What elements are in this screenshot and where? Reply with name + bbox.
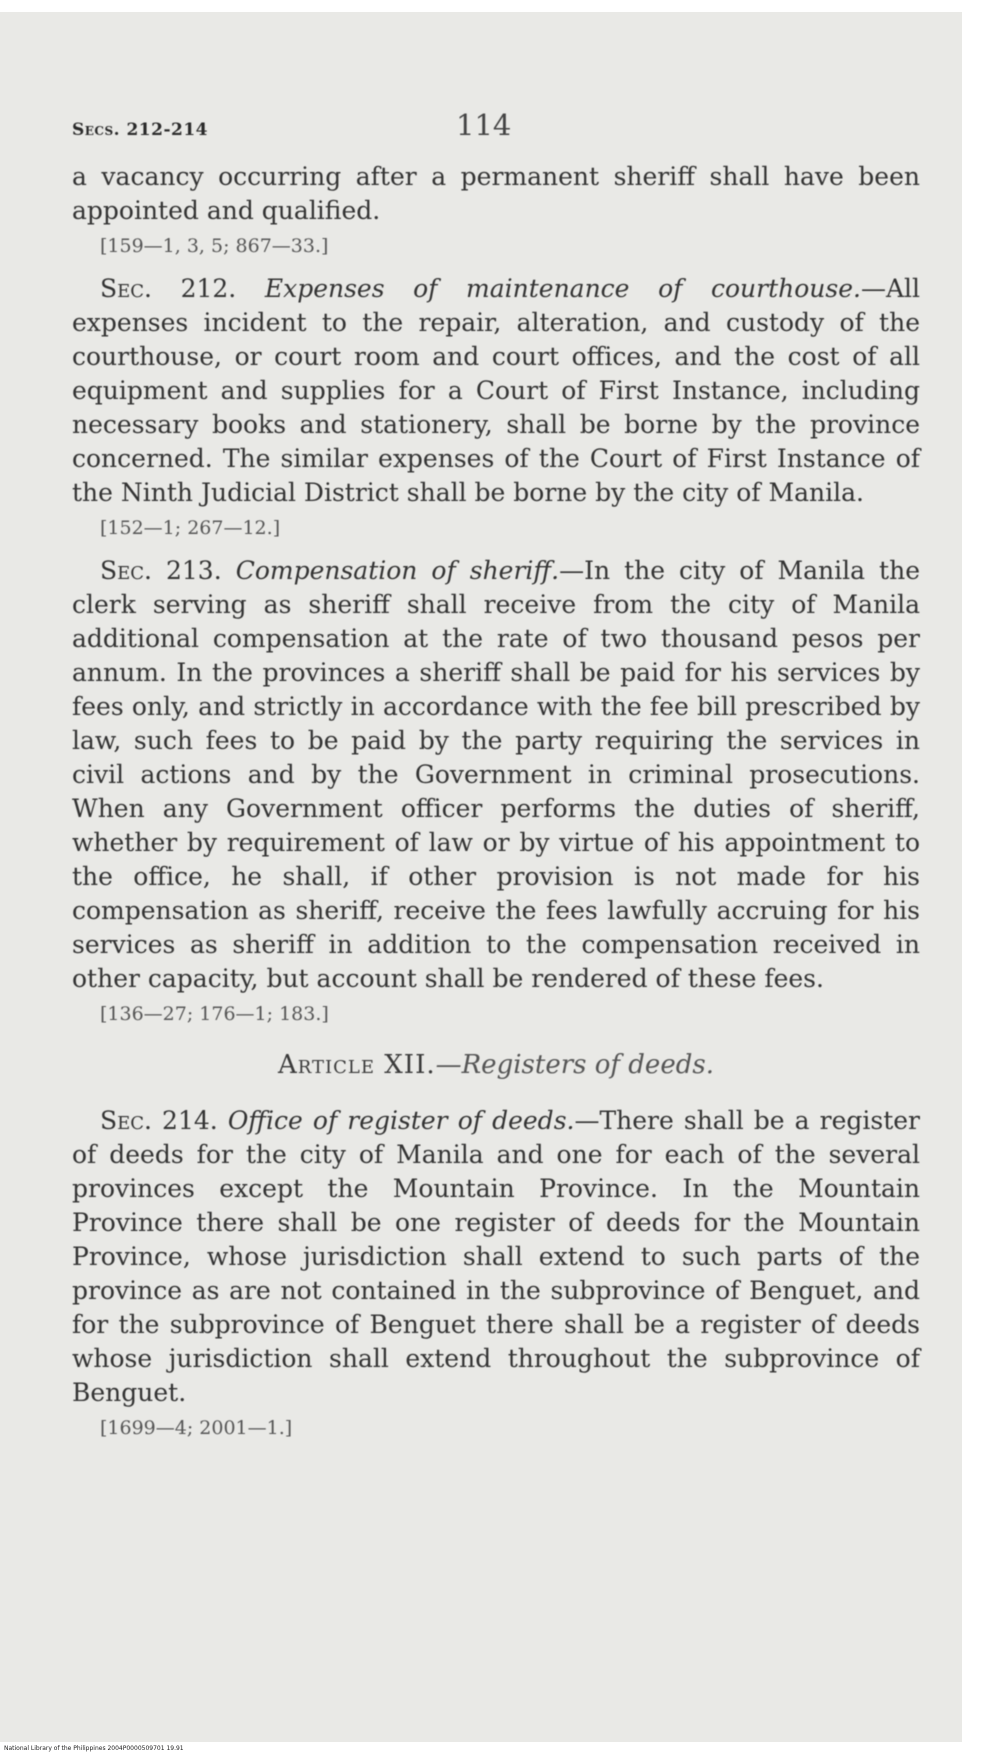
running-head: [72, 100, 920, 160]
scanned-page: [0, 12, 962, 1742]
section-label: Sec. 212.: [100, 274, 237, 303]
section-label: Sec. 213.: [100, 556, 222, 585]
section-text: —In the city of Manila the clerk serving as sheriff shall receive from the city of Manila additional compensation at the rate of two thousand pesos per annum. In the provinces a sheriff shall be paid for his services by fees only, and strictly in accordance with the fee bill prescribed by law, such fees to be paid by the party requiring the services in civil actions and by the Government in criminal prosecutions. When any Government officer performs the duties of sheriff, whether by requirement of law or by virtue of his appointment to the office, he shall, if other provision is not made for his compensation as sheriff, receive the fees lawfully accruing for his services as sheriff in addition to the compensation received in other capacity, but account shall be rendered of these fees.: [72, 556, 920, 993]
section-catchline: Compensation of sheriff.: [235, 556, 560, 585]
section-catchline: Office of register of deeds.: [227, 1106, 575, 1135]
intro-citation: [159—1, 3, 5; 867—33.]: [100, 235, 329, 257]
article-heading: [72, 1048, 920, 1082]
section-213: [72, 554, 920, 996]
section-text: —There shall be a register of deeds for the city of Manila and one for each of the several provinces except the Mountain Province. In the Mountain Province there shall be one register of deeds for the Mountain Province, whose jurisdiction shall extend to such parts of the province as are not contained in the subprovince of Benguet, and for the subprovince of Benguet there shall be a register of deeds whose jurisdiction shall extend throughout the subprovince of Benguet.: [72, 1106, 920, 1407]
article-label: Article XII.: [278, 1050, 436, 1080]
intro-paragraph: a vacancy occurring after a permanent sheriff shall have been appointed and qualified.: [72, 162, 920, 225]
section-212-citation: [152—1; 267—12.]: [100, 517, 281, 539]
footer-strip: [0, 1742, 982, 1754]
section-213-citation: [136—27; 176—1; 183.]: [100, 1003, 329, 1025]
article-title: —Registers of deeds.: [435, 1050, 714, 1080]
page-number: 114: [456, 108, 512, 142]
page-content: [72, 100, 920, 1454]
section-label: Sec. 214.: [100, 1106, 218, 1135]
scan-credit: National Library of the Philippines 2004P0000509701 19.91: [4, 1745, 184, 1752]
section-range: Secs. 212-214: [72, 120, 209, 140]
section-text: —All expenses incident to the repair, alteration, and custody of the courthouse, or court room and court offices, and the cost of all equipment and supplies for a Court of First Instance, including necessary books and stationery, shall be borne by the province concerned. The similar expenses of the Court of First Instance of the Ninth Judicial District shall be borne by the city of Manila.: [72, 274, 920, 507]
section-212: [72, 272, 920, 510]
section-214-citation: [1699—4; 2001—1.]: [100, 1417, 293, 1439]
section-214: [72, 1104, 920, 1410]
section-catchline: Expenses of maintenance of courthouse.: [264, 274, 861, 303]
